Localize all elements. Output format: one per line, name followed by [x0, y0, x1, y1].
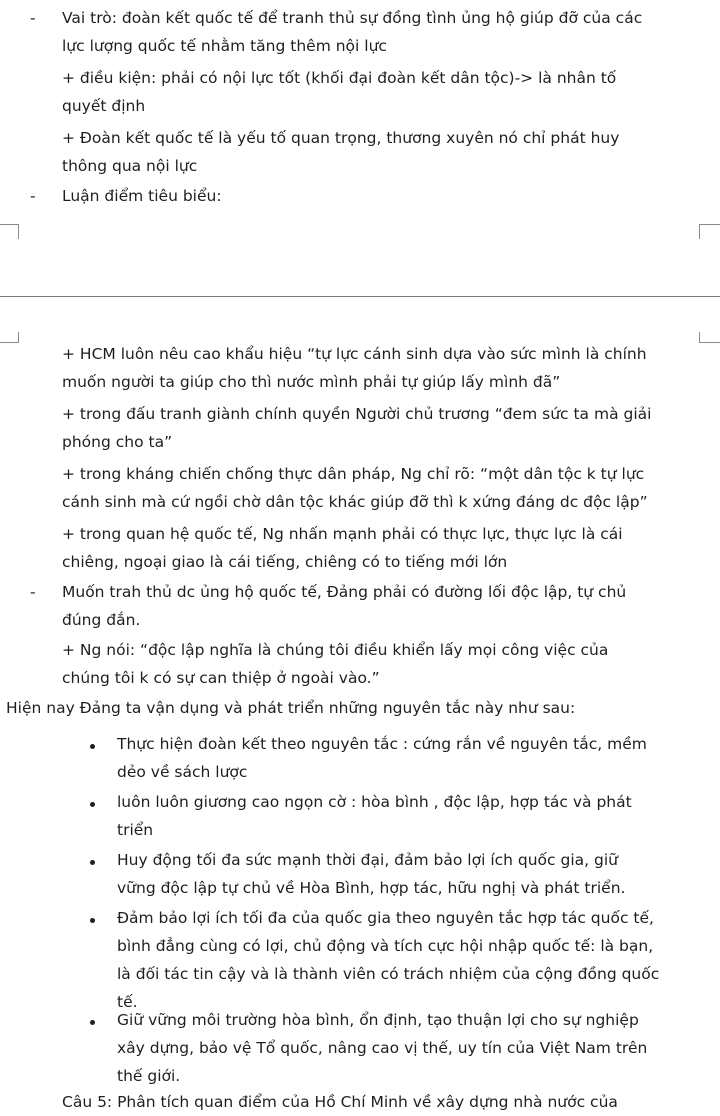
- bullet-line: triển: [117, 821, 154, 839]
- text-line: lực lượng quốc tế nhằm tăng thêm nội lực: [62, 37, 387, 55]
- bullet-icon: [90, 860, 95, 865]
- text-line: + trong kháng chiến chống thực dân pháp, Ng chỉ rõ: “một dân tộc k tự lực: [62, 465, 645, 483]
- text-line: Luận điểm tiêu biểu:: [62, 187, 222, 205]
- text-line: cánh sinh mà cứ ngồi chờ dân tộc khác giúp đỡ thì k xứng đáng dc độc lập”: [62, 493, 648, 511]
- bullet-icon: [90, 1020, 95, 1025]
- bullet-line: là đối tác tin cậy và là thành viên có trách nhiệm của cộng đồng quốc: [117, 965, 660, 983]
- bullet-line: Huy động tối đa sức mạnh thời đại, đảm bảo lợi ích quốc gia, giữ: [117, 851, 618, 869]
- document-page-top: [0, 0, 720, 228]
- text-line: + HCM luôn nêu cao khẩu hiệu “tự lực cánh sinh dựa vào sức mình là chính: [62, 345, 647, 363]
- page-corner-mark: [0, 224, 19, 239]
- text-line: + trong đấu tranh giành chính quyền Người chủ trương “đem sức ta mà giải: [62, 405, 652, 423]
- page-corner-mark: [699, 224, 720, 239]
- bullet-line: vững độc lập tự chủ về Hòa Bình, hợp tác, hữu nghị và phát triển.: [117, 879, 626, 897]
- text-line: + điều kiện: phải có nội lực tốt (khối đại đoàn kết dân tộc)-> là nhân tố: [62, 69, 617, 87]
- bullet-line: Giữ vững môi trường hòa bình, ổn định, tạo thuận lợi cho sự nghiệp: [117, 1011, 639, 1029]
- text-line: + trong quan hệ quốc tế, Ng nhấn mạnh phải có thực lực, thực lực là cái: [62, 525, 623, 543]
- page-break-line: [0, 296, 720, 297]
- text-line: muốn người ta giúp cho thì nước mình phải tự giúp lấy mình đã”: [62, 373, 561, 391]
- dash-marker: -: [30, 583, 36, 601]
- bullet-line: bình đẳng cùng có lợi, chủ động và tích cực hội nhập quốc tế: là bạn,: [117, 937, 654, 955]
- text-line: + Đoàn kết quốc tế là yếu tố quan trọng, thương xuyên nó chỉ phát huy: [62, 129, 620, 147]
- text-line: quyết định: [62, 97, 146, 115]
- document-page-bottom: [0, 320, 720, 1103]
- bullet-line: Đảm bảo lợi ích tối đa của quốc gia theo nguyên tắc hợp tác quốc tế,: [117, 909, 654, 927]
- bullet-line: tế.: [117, 993, 138, 1011]
- text-line: Vai trò: đoàn kết quốc tế để tranh thủ sự đồng tình ủng hộ giúp đỡ của các: [62, 9, 643, 27]
- text-line: phóng cho ta”: [62, 433, 173, 451]
- bullet-line: Thực hiện đoàn kết theo nguyên tắc : cứng rắn về nguyên tắc, mềm: [117, 735, 647, 753]
- text-line: đúng đắn.: [62, 611, 141, 629]
- dash-marker: -: [30, 187, 36, 205]
- bullet-line: xây dựng, bảo vệ Tổ quốc, nâng cao vị thế, uy tín của Việt Nam trên: [117, 1039, 648, 1057]
- page-corner-mark: [0, 332, 19, 343]
- text-line: chiêng, ngoại giao là cái tiếng, chiêng có to tiếng mới lớn: [62, 553, 508, 571]
- text-line: Muốn trah thủ dc ủng hộ quốc tế, Đảng phải có đường lối độc lập, tự chủ: [62, 583, 627, 601]
- bullet-line: luôn luôn giương cao ngọn cờ : hòa bình , độc lập, hợp tác và phát: [117, 793, 632, 811]
- bullet-line: thế giới.: [117, 1067, 181, 1085]
- section-heading-partial: Câu 5: Phân tích quan điểm của Hồ Chí Minh về xây dựng nhà nước của: [62, 1093, 618, 1111]
- intro-text: Hiện nay Đảng ta vận dụng và phát triển những nguyên tắc này như sau:: [6, 699, 576, 717]
- bullet-icon: [90, 802, 95, 807]
- page-corner-mark: [699, 332, 720, 343]
- bullet-icon: [90, 918, 95, 923]
- text-line: thông qua nội lực: [62, 157, 198, 175]
- bullet-line: dẻo về sách lược: [117, 763, 248, 781]
- text-line: chúng tôi k có sự can thiệp ở ngoài vào.”: [62, 669, 380, 687]
- text-line: + Ng nói: “độc lập nghĩa là chúng tôi điều khiển lấy mọi công việc của: [62, 641, 609, 659]
- bullet-icon: [90, 744, 95, 749]
- dash-marker: -: [30, 9, 36, 27]
